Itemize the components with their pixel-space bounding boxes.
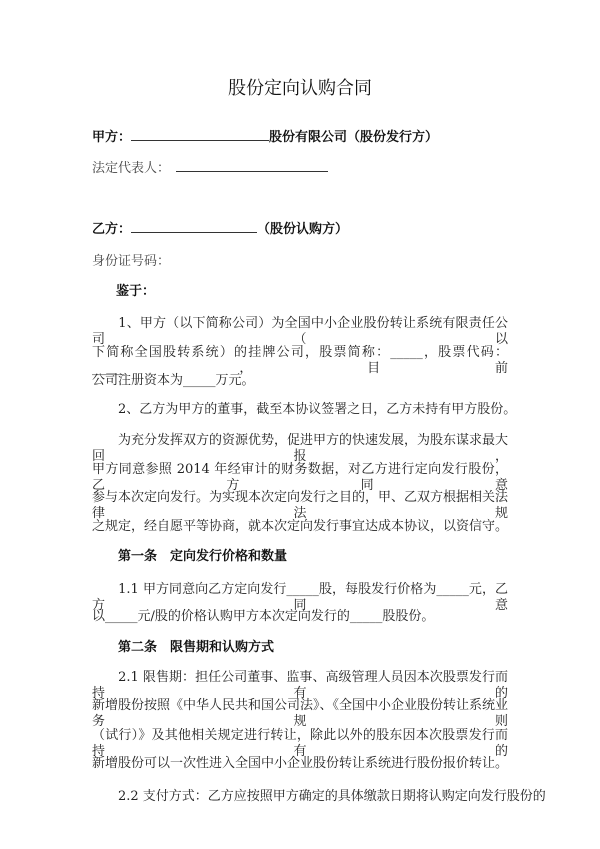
section-heading: 第一条 定向发行价格和数量: [92, 549, 288, 564]
party-a-blank: [131, 128, 269, 141]
paragraph-line: 2.1 限售期：担任公司董事、监事、高级管理人员因本次股票发行而持有的: [92, 670, 508, 701]
paragraph-line: 之规定，经自愿平等协商，就本次定向发行事宜达成本协议，以资信守。: [92, 519, 509, 534]
paragraph-line: 下简称全国股转系统）的挂牌公司，股票简称：_____，股票代码：_____，目前: [92, 345, 508, 376]
paragraph-line: （试行）》及其他相关规定进行转让，除此以外的股东因本次股票发行而持有的: [92, 728, 508, 759]
whereas-heading: 鉴于：: [116, 284, 156, 299]
paragraph-line: 为充分发挥双方的资源优势，促进甲方的快速发展，为股东谋求最大回报，: [92, 433, 509, 464]
paragraph-line: 参与本次定向发行。为实现本次定向发行之目的，甲、乙双方根据相关法律法规: [92, 490, 509, 521]
party-b-suffix: （股份认购方）: [257, 222, 349, 237]
party-a-label: 甲方：: [92, 130, 132, 145]
paragraph-line: 公司注册资本为_____万元。: [92, 373, 255, 388]
party-a-suffix: 股份有限公司（股份发行方）: [269, 130, 439, 145]
paragraph-line: 以_____元/股的价格认购甲方本次定向发行的_____股股份。: [92, 609, 435, 624]
legal-rep-blank: [176, 159, 328, 172]
document-title: 股份定向认购合同: [228, 78, 372, 99]
legal-rep-label: 法定代表人：: [92, 161, 171, 176]
party-b-label: 乙方：: [92, 222, 132, 237]
paragraph-line: 2.2 支付方式：乙方应按照甲方确定的具体缴款日期将认购定向发行股份的: [92, 789, 546, 804]
legal-rep-line: [92, 159, 508, 177]
id-number-label: 身份证号码：: [92, 254, 171, 269]
paragraph-line: 新增股份按照《中华人民共和国公司法》、《全国中小企业股份转让系统业务规则: [92, 698, 509, 729]
paragraph-line: 甲方同意参照 2014 年经审计的财务数据，对乙方进行定向发行股份，乙方同意: [92, 462, 508, 493]
section-heading: 第二条 限售期和认购方式: [92, 640, 275, 655]
paragraph-line: 1.1 甲方同意向乙方定向发行_____股，每股发行价格为_____元，乙方同意: [92, 582, 508, 613]
paragraph-line: 2、乙方为甲方的董事，截至本协议签署之日，乙方未持有甲方股份。: [92, 402, 517, 417]
party-b-blank: [131, 220, 257, 233]
paragraph-line: 1、甲方（以下简称公司）为全国中小企业股份转让系统有限责任公司（以: [92, 316, 508, 347]
paragraph-line: 新增股份可以一次性进入全国中小企业股份转让系统进行股份报价转让。: [92, 756, 509, 771]
party-b-line: [92, 220, 508, 238]
party-a-line: [92, 128, 508, 146]
